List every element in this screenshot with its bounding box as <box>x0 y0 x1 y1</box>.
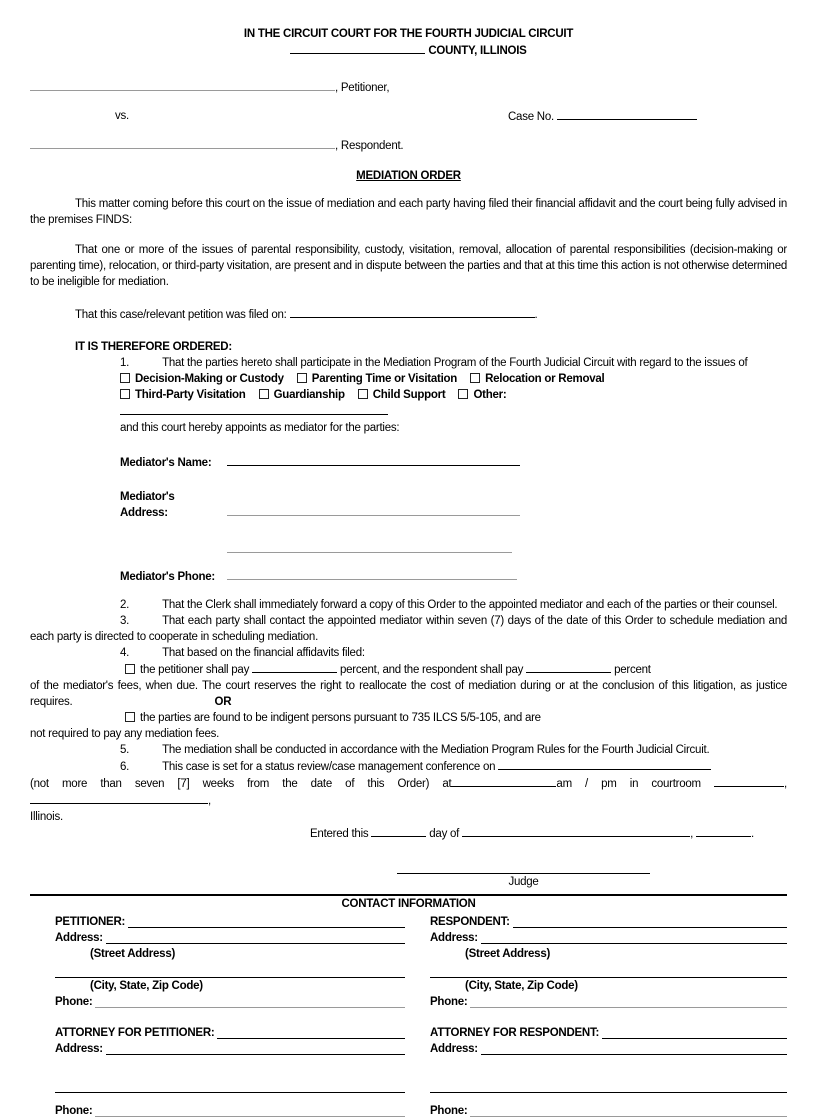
fee-split-option-row <box>125 661 787 678</box>
seven-weeks-text: (not more than seven [7] weeks from the date of this Order) at <box>30 778 452 790</box>
ordered-heading: IT IS THEREFORE ORDERED: <box>75 341 232 353</box>
respondent-row <box>430 914 787 930</box>
or-label: OR <box>214 696 232 708</box>
contact-columns <box>30 912 787 1119</box>
indigent-text: the parties are found to be indigent persons pursuant to 735 ILCS 5/5-105, and are <box>140 712 541 724</box>
attorney-petitioner-city-field[interactable] <box>55 1079 405 1093</box>
period: . <box>750 828 754 840</box>
phone-label: Phone: <box>430 1105 468 1117</box>
respondent-contact-column <box>430 912 787 1119</box>
issues-paragraph <box>30 242 787 290</box>
petitioner-contact-column <box>55 912 405 1119</box>
checkbox-group <box>470 373 604 385</box>
appoint-line <box>120 420 787 436</box>
spacer <box>30 558 787 568</box>
respondent-contact-name-field[interactable] <box>513 927 787 928</box>
attorney-respondent-row <box>430 1025 787 1041</box>
attorney-petitioner-address-row <box>55 1041 405 1057</box>
item-6-text: This case is set for a status review/case management conference on <box>162 761 496 773</box>
comma: , <box>690 828 694 840</box>
spacer <box>30 290 787 306</box>
checkbox-group <box>259 389 345 401</box>
fees-text: of the mediator's fees, when due. The court reserves the right to reallocate the cost of mediation during or at the conclusion of this litigation, as justice <box>30 680 787 692</box>
item-4 <box>30 645 787 661</box>
city-state-zip-caption: (City, State, Zip Code) <box>90 980 203 992</box>
petitioner-city-field[interactable] <box>55 964 405 978</box>
petitioner-phone-field[interactable] <box>95 1007 405 1008</box>
attorney-petitioner-phone-row <box>55 1103 405 1119</box>
spacer <box>30 125 787 137</box>
decision-making-label: Decision-Making or Custody <box>135 373 284 385</box>
attorney-petitioner-row <box>55 1025 405 1041</box>
street-address-caption: (Street Address) <box>90 948 176 960</box>
attorney-petitioner-street-field[interactable] <box>106 1054 405 1055</box>
ampm-courtroom-label: am / pm in courtroom <box>556 778 701 790</box>
attorney-petitioner-name-field[interactable] <box>217 1038 405 1039</box>
mediator-name-row <box>120 454 787 471</box>
phone-label: Phone: <box>55 1105 93 1117</box>
item-6-number: 6. <box>120 761 130 773</box>
case-number-block <box>508 108 787 125</box>
appoint-text: and this court hereby appoints as mediator for the parties: <box>120 422 400 434</box>
issues-text: That one or more of the issues of parental responsibility, custody, visitation, removal, allocation of parental responsibilities (decision-making or parenting time), relocation, or third-party visitation, are present and in dispute between the parties and that at this time this action is not otherwise determined to be ineligible for mediation. <box>30 244 787 288</box>
petitioner-row <box>55 914 405 930</box>
item-4-number: 4. <box>120 647 130 659</box>
respondent-pay-label: percent, and the respondent shall pay <box>339 664 524 676</box>
percent-label: percent <box>614 664 651 676</box>
spacer <box>30 184 787 196</box>
issues-checkbox-row-2 <box>120 387 787 420</box>
petitioner-street-field[interactable] <box>106 943 405 944</box>
comma: , <box>208 795 211 807</box>
petitioner-phone-row <box>55 994 405 1010</box>
mediator-phone-field[interactable] <box>227 568 517 580</box>
item-5-text: The mediation shall be conducted in accordance with the Mediation Program Rules for the Fourth Judicial Circuit. <box>162 744 710 756</box>
item-6 <box>30 758 787 775</box>
item-6-continuation <box>30 775 787 809</box>
respondent-address-row <box>430 930 787 946</box>
county-illinois-label: COUNTY, ILLINOIS <box>428 45 527 57</box>
address-label: Address: <box>430 1043 478 1055</box>
requires-or-row <box>30 694 787 710</box>
spacer <box>30 521 787 541</box>
child-support-label: Child Support <box>372 389 446 401</box>
spacer <box>30 436 787 454</box>
item-3-text: That each party shall contact the appointed mediator within seven (7) days of the date of this Order to schedule mediation and each party is directed to cooperate in scheduling mediation. <box>30 615 787 643</box>
respondent-contact-label: RESPONDENT: <box>430 916 510 928</box>
finds-paragraph <box>30 196 787 228</box>
other-checkbox[interactable] <box>458 389 468 399</box>
item-2-number: 2. <box>120 599 130 611</box>
mediator-name-label: Mediator's Name: <box>120 457 212 469</box>
item-5-number: 5. <box>120 744 130 756</box>
respondent-name-field[interactable] <box>30 137 335 149</box>
respondent-phone-row <box>430 994 787 1010</box>
street-address-caption: (Street Address) <box>465 948 551 960</box>
respondent-phone-field[interactable] <box>470 1007 787 1008</box>
spacer <box>30 228 787 242</box>
respondent-city-field[interactable] <box>430 964 787 978</box>
courtroom-field[interactable] <box>714 775 784 787</box>
item-3 <box>30 613 787 645</box>
spacer <box>30 154 787 168</box>
address-label: Address: <box>430 932 478 944</box>
judge-label: Judge <box>508 876 539 888</box>
petitioner-contact-label: PETITIONER: <box>55 916 126 928</box>
attorney-respondent-phone-row <box>430 1103 787 1119</box>
fees-paragraph <box>30 678 787 694</box>
requires-text: requires. <box>30 696 73 708</box>
judge-signature-field[interactable] <box>397 860 650 874</box>
mediator-address-label: Mediator's Address: <box>120 491 175 519</box>
address-label: Address: <box>55 932 103 944</box>
relocation-label: Relocation or Removal <box>485 373 605 385</box>
county-name-field[interactable] <box>290 42 425 54</box>
indigent-continuation <box>30 726 787 742</box>
checkbox-group <box>297 373 457 385</box>
checkbox-group <box>358 389 446 401</box>
decision-making-checkbox[interactable] <box>120 373 130 383</box>
petitioner-contact-name-field[interactable] <box>128 927 405 928</box>
parenting-time-checkbox[interactable] <box>297 373 307 383</box>
petitioner-percent-field[interactable] <box>252 661 337 673</box>
respondent-caption-row <box>30 137 787 154</box>
spacer <box>30 96 787 108</box>
checkbox-group <box>120 373 284 385</box>
spacer <box>30 471 787 489</box>
phone-label: Phone: <box>430 996 468 1008</box>
comma: , <box>784 778 787 790</box>
relocation-checkbox[interactable] <box>470 373 480 383</box>
item-1-number: 1. <box>120 357 130 369</box>
vs-case-row <box>30 108 787 125</box>
mediator-address-row <box>120 489 787 521</box>
mediator-address2-row <box>120 541 787 558</box>
guardianship-label: Guardianship <box>273 389 345 401</box>
filed-on-label: That this case/relevant petition was filed on: <box>75 309 287 321</box>
entered-month-field[interactable] <box>462 825 690 837</box>
attorney-respondent-label: ATTORNEY FOR RESPONDENT: <box>430 1027 600 1039</box>
indigent-option-row <box>125 710 787 726</box>
spacer <box>30 323 787 339</box>
conference-date-field[interactable] <box>498 758 711 770</box>
spacer <box>30 59 787 79</box>
entered-row <box>310 825 787 842</box>
petitioner-address-row <box>55 930 405 946</box>
respondent-street-field[interactable] <box>481 943 787 944</box>
address-label: Address: <box>55 1043 103 1055</box>
entered-year-field[interactable] <box>696 825 751 837</box>
conference-county-field[interactable] <box>30 792 208 804</box>
indigent-cont-text: not required to pay any mediation fees. <box>30 728 220 740</box>
case-number-field[interactable] <box>557 108 697 120</box>
item-1 <box>30 355 787 371</box>
judge-signature-block <box>397 860 650 890</box>
case-no-label: Case No. <box>508 111 554 123</box>
attorney-respondent-phone-field[interactable] <box>470 1116 787 1117</box>
illinois-line <box>30 809 787 825</box>
court-header-line2 <box>30 42 787 59</box>
conference-time-field[interactable] <box>451 775 556 787</box>
item-4-text: That based on the financial affidavits filed: <box>162 647 365 659</box>
mediator-phone-row <box>120 568 787 585</box>
attorney-respondent-city-field[interactable] <box>430 1079 787 1093</box>
item-2-text: That the Clerk shall immediately forward a copy of this Order to the appointed mediator and each of the parties or their counsel. <box>162 599 778 611</box>
filed-on-period: . <box>534 309 538 321</box>
respondent-percent-field[interactable] <box>526 661 611 673</box>
third-party-visitation-label: Third-Party Visitation <box>135 389 246 401</box>
mediator-address2-field[interactable] <box>227 541 512 553</box>
petitioner-label: , Petitioner, <box>335 82 390 94</box>
filed-on-date-field[interactable] <box>290 306 535 318</box>
issues-checkbox-row-1 <box>120 371 787 387</box>
mediator-name-field[interactable] <box>227 454 520 466</box>
petitioner-name-field[interactable] <box>30 79 335 91</box>
day-of-label: day of <box>429 828 460 840</box>
petitioner-pay-label: the petitioner shall pay <box>140 664 250 676</box>
third-party-visitation-checkbox[interactable] <box>120 389 130 399</box>
mediator-phone-label: Mediator's Phone: <box>120 571 215 583</box>
filed-on-paragraph <box>30 306 787 323</box>
guardianship-checkbox[interactable] <box>259 389 269 399</box>
vs-label: vs. <box>115 110 129 122</box>
petitioner-caption-row <box>30 79 787 96</box>
attorney-petitioner-label: ATTORNEY FOR PETITIONER: <box>55 1027 215 1039</box>
mediator-address-field[interactable] <box>227 504 520 516</box>
attorney-respondent-name-field[interactable] <box>602 1038 787 1039</box>
respondent-label: , Respondent. <box>335 140 404 152</box>
indigent-checkbox[interactable] <box>125 712 135 722</box>
item-1-text: That the parties hereto shall participate in the Mediation Program of the Fourth Judicial Circuit with regard to the issues of <box>162 357 748 369</box>
attorney-respondent-address-row <box>430 1041 787 1057</box>
attorney-petitioner-phone-field[interactable] <box>95 1116 405 1117</box>
other-label: Other: <box>473 389 507 401</box>
contact-heading: CONTACT INFORMATION <box>341 898 476 910</box>
other-issue-field[interactable] <box>120 403 388 415</box>
city-state-zip-caption: (City, State, Zip Code) <box>465 980 578 992</box>
finds-text: This matter coming before this court on the issue of mediation and each party having filed their financial affidavit and the court being fully advised in the premises FINDS: <box>30 198 787 226</box>
illinois-text: Illinois. <box>30 811 63 823</box>
court-header-line1: IN THE CIRCUIT COURT FOR THE FOURTH JUDICIAL CIRCUIT <box>243 28 574 40</box>
item-2 <box>30 597 787 613</box>
spacer <box>30 585 787 597</box>
phone-label: Phone: <box>55 996 93 1008</box>
attorney-respondent-street-field[interactable] <box>481 1054 787 1055</box>
entered-this-label: Entered this <box>310 828 369 840</box>
child-support-checkbox[interactable] <box>358 389 368 399</box>
checkbox-group <box>120 389 246 401</box>
item-5 <box>30 742 787 758</box>
document-title: MEDIATION ORDER <box>356 170 461 182</box>
entered-day-field[interactable] <box>371 825 426 837</box>
parenting-time-label: Parenting Time or Visitation <box>311 373 458 385</box>
item-3-number: 3. <box>120 615 130 627</box>
checkbox-group <box>458 389 506 401</box>
fee-split-checkbox[interactable] <box>125 664 135 674</box>
